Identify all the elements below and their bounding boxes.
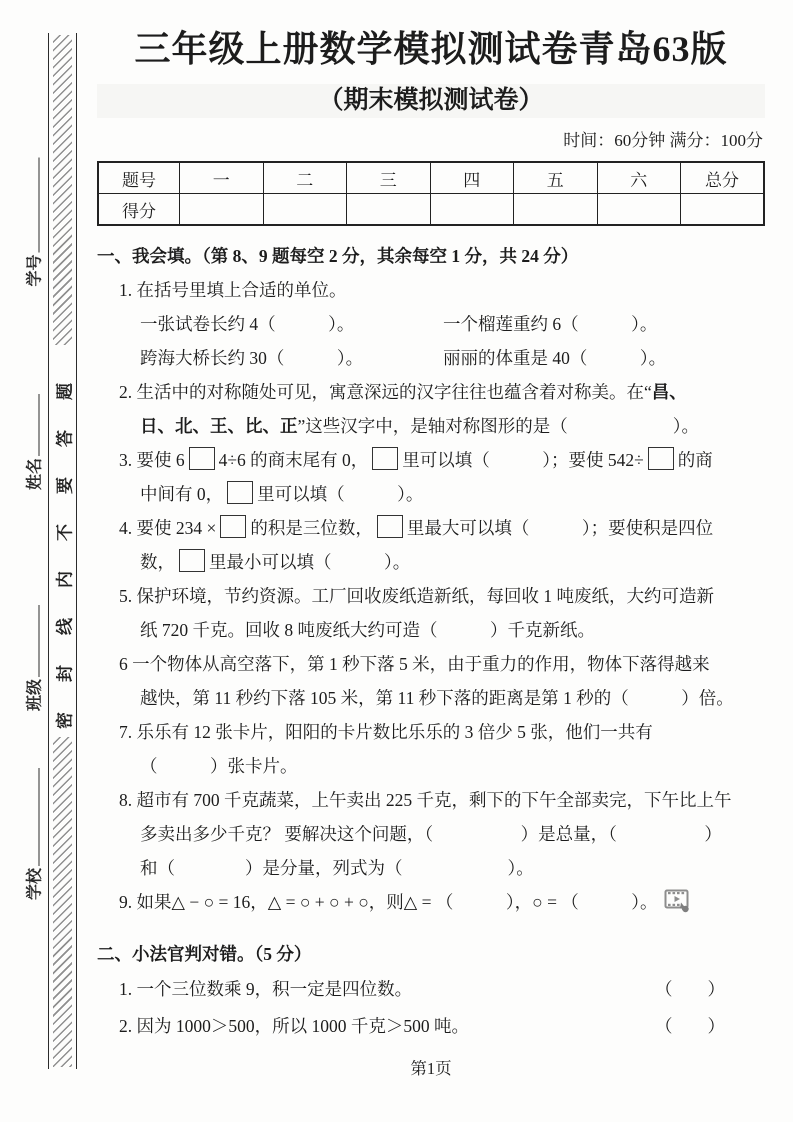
name-field-label: 姓名	[26, 457, 44, 491]
score-table-col-3: 三	[347, 162, 431, 194]
video-play-icon[interactable]	[664, 889, 691, 924]
exam-subtitle: （期末模拟测试卷）	[97, 84, 765, 118]
question-7-line	[97, 715, 765, 749]
question-8-line	[97, 783, 765, 817]
page-number: 第1页	[410, 1059, 452, 1078]
student-number-field-label: 学号	[26, 254, 44, 287]
question-text: 9. 如果△ − ○ = 16，△ = ○ + ○ + ○，则△ = （ ），○ = （ ）。	[119, 892, 658, 912]
section2-questions	[97, 971, 765, 1045]
class-field-label: 班级	[26, 678, 44, 712]
judge-answer-parens: （ ）	[655, 979, 725, 999]
name-field	[22, 394, 45, 490]
answer-box	[648, 447, 674, 470]
judge-item-text: 2. 因为 1000＞500，所以 1000 千克＞500 吨。	[119, 1016, 469, 1036]
question-3-line	[97, 443, 765, 477]
judge-item-2	[97, 1008, 765, 1045]
question-text: 6 一个物体从高空落下，第 1 秒下落 5 米，由于重力的作用，物体下落得越来	[119, 654, 710, 674]
judge-item-1	[97, 971, 765, 1008]
score-table-score-row	[98, 194, 764, 226]
seal-line-text-zone	[49, 345, 76, 737]
question-8-line	[97, 851, 765, 885]
exam-title: 三年级上册数学模拟测试卷青岛63版	[134, 29, 728, 69]
question-text: 的积是三位数，	[250, 518, 373, 538]
score-table-header-row	[98, 162, 764, 194]
class-field	[22, 605, 45, 711]
answer-box	[220, 515, 246, 538]
question-text: 和（ ）是分量，列式为（ ）。	[140, 858, 534, 878]
question-1-line	[97, 341, 765, 375]
question-9-line	[97, 885, 765, 924]
school-field-label: 学校	[26, 867, 44, 901]
seal-line-strip	[48, 33, 77, 1069]
question-1-col-text: 跨海大桥长约 30（ ）。	[140, 348, 364, 368]
judge-answer-parens: （ ）	[655, 1016, 725, 1036]
score-cell-3	[347, 194, 431, 226]
question-text: 纸 720 千克。回收 8 吨废纸大约可造（ ）千克新纸。	[140, 620, 595, 640]
score-table-col-4: 四	[430, 162, 514, 194]
question-text: （ ）张卡片。	[140, 756, 298, 776]
section1-questions	[97, 273, 765, 924]
score-cell-5	[514, 194, 598, 226]
question-1-col-text: 丽丽的体重是 40（ ）。	[443, 348, 667, 368]
hatch-pattern-bottom	[53, 737, 72, 1067]
student-number-field-blank-line	[23, 157, 39, 252]
question-1-line	[97, 307, 765, 341]
question-5-line	[97, 579, 765, 613]
question-2-line	[97, 375, 765, 409]
score-table-col-2: 二	[263, 162, 347, 194]
question-text: 数，	[140, 552, 175, 572]
question-1-col-text: 一个榴莲重约 6（ ）。	[443, 314, 658, 334]
question-text: 里可以填（ ）。	[257, 484, 424, 504]
question-text: 多卖出多少千克？ 要解决这个问题，（ ）是总量，（ ）	[140, 824, 722, 844]
name-field-blank-line	[23, 394, 39, 456]
question-text: ”这些汉字中，是轴对称图形的是（ ）。	[297, 416, 700, 436]
answer-box	[377, 515, 403, 538]
question-text: 1. 在括号里填上合适的单位。	[119, 280, 347, 300]
question-3-line	[97, 477, 765, 511]
school-field-blank-line	[23, 768, 39, 866]
question-text: 里最大可以填（ ）；要使积是四位	[406, 518, 714, 538]
student-number-field	[22, 157, 45, 286]
score-table-col-6: 六	[597, 162, 681, 194]
question-text: 5. 保护环境，节约资源。工厂回收废纸造新纸，每回收 1 吨废纸，大约可造新	[119, 586, 714, 606]
score-cell-2	[263, 194, 347, 226]
section1-title: 一、我会填。（第 8、9 题每空 2 分，其余每空 1 分，共 24 分）	[97, 246, 579, 266]
score-table-score-label: 得分	[98, 194, 180, 226]
question-6-line	[97, 681, 765, 715]
question-text: 中间有 0，	[140, 484, 224, 504]
question-1-col-text: 一张试卷长约 4（ ）。	[140, 314, 355, 334]
score-cell-4	[430, 194, 514, 226]
time-score-info: 时间：60分钟 满分：100分	[563, 131, 763, 150]
class-field-blank-line	[23, 605, 39, 677]
question-4-line	[97, 511, 765, 545]
section2-title: 二、小法官判对错。（5 分）	[97, 944, 312, 964]
answer-box	[372, 447, 398, 470]
question-1-line	[97, 273, 765, 307]
question-text: 越快，第 11 秒约下落 105 米，第 11 秒下落的距离是第 1 秒的（ ）倍。	[140, 688, 734, 708]
question-6-line	[97, 647, 765, 681]
question-7-line	[97, 749, 765, 783]
question-text: 4. 要使 234 ×	[119, 518, 217, 538]
question-text: 3. 要使 6	[119, 450, 185, 470]
judge-item-text: 1. 一个三位数乘 9，积一定是四位数。	[119, 979, 413, 999]
question-text: 里可以填（ ）；要使 542÷	[402, 450, 644, 470]
question-4-line	[97, 545, 765, 579]
question-text: 4÷6 的商末尾有 0，	[218, 450, 369, 470]
question-2-line	[97, 409, 765, 443]
question-8-line	[97, 817, 765, 851]
question-text: 7. 乐乐有 12 张卡片，阳阳的卡片数比乐乐的 3 倍少 5 张，他们一共有	[119, 722, 653, 742]
seal-line-text: 密封线内不要答题	[55, 353, 74, 729]
answer-box	[179, 549, 205, 572]
score-table	[97, 161, 765, 226]
score-cell-7	[681, 194, 765, 226]
exam-content	[97, 0, 765, 1079]
judge-item-spacer	[469, 1008, 655, 1045]
score-table-header-label: 题号	[98, 162, 180, 194]
question-text: 日、北、王、比、正	[140, 416, 298, 436]
question-text: 里最小可以填（ ）。	[209, 552, 411, 572]
school-field	[22, 768, 45, 900]
question-text: 2. 生活中的对称随处可见，寓意深远的汉字往往也蕴含着对称美。在“	[119, 382, 652, 402]
judge-item-spacer	[412, 971, 655, 1008]
score-table-col-7: 总分	[681, 162, 765, 194]
question-text: 的商	[677, 450, 713, 470]
score-cell-1	[180, 194, 264, 226]
score-cell-6	[597, 194, 681, 226]
question-text: 昌、	[651, 382, 687, 402]
answer-box	[189, 447, 215, 470]
hatch-pattern-top	[53, 35, 72, 345]
score-table-col-5: 五	[514, 162, 598, 194]
score-table-col-1: 一	[180, 162, 264, 194]
question-5-line	[97, 613, 765, 647]
answer-box	[227, 481, 253, 504]
question-text: 8. 超市有 700 千克蔬菜，上午卖出 225 千克，剩下的下午全部卖完，下午比上午	[119, 790, 732, 810]
